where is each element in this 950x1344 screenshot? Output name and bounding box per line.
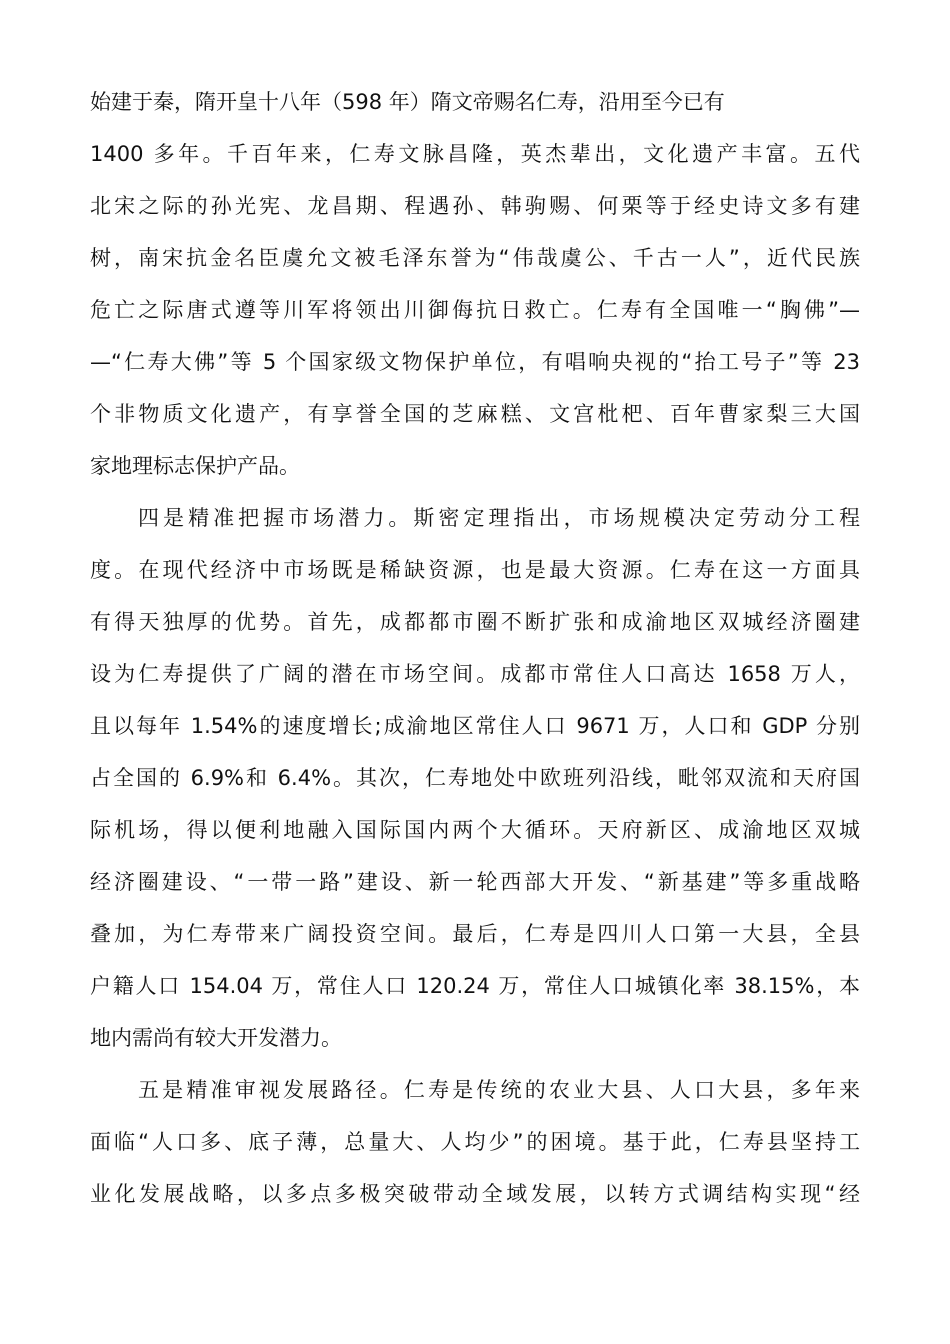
paragraph-market-potential — [90, 492, 860, 1064]
text-line: 经济圈建设、“一带一路”建设、新一轮西部大开发、“新基建”等多重战略 — [90, 870, 860, 894]
text-line: 四是精准把握市场潜力。斯密定理指出，市场规模决定劳动分工程 — [138, 506, 860, 530]
text-line: 家地理标志保护产品。 — [90, 454, 300, 478]
text-line: 始建于秦，隋开皇十八年（598 年）隋文帝赐名仁寿，沿用至今已有 — [90, 90, 725, 114]
text-line: 叠加，为仁寿带来广阔投资空间。最后，仁寿是四川人口第一大县，全县 — [90, 922, 860, 946]
text-line: 际机场，得以便利地融入国际国内两个大循环。天府新区、成渝地区双城 — [90, 818, 860, 842]
text-line: 占全国的 6.9%和 6.4%。其次，仁寿地处中欧班列沿线，毗邻双流和天府国 — [90, 766, 860, 790]
text-line: 地内需尚有较大开发潜力。 — [90, 1026, 342, 1050]
text-line: 设为仁寿提供了广阔的潜在市场空间。成都市常住人口高达 1658 万人， — [90, 662, 860, 686]
text-line: 五是精准审视发展路径。仁寿是传统的农业大县、人口大县，多年来 — [138, 1078, 860, 1102]
text-line: 度。在现代经济中市场既是稀缺资源，也是最大资源。仁寿在这一方面具 — [90, 558, 860, 582]
text-line: 树，南宋抗金名臣虞允文被毛泽东誉为“伟哉虞公、千古一人”，近代民族 — [90, 246, 860, 270]
text-line: 户籍人口 154.04 万，常住人口 120.24 万，常住人口城镇化率 38.15%，本 — [90, 974, 860, 998]
text-line: 危亡之际唐式遵等川军将领出川御侮抗日救亡。仁寿有全国唯一“胸佛”— — [90, 298, 860, 322]
paragraph-development-path — [90, 1064, 860, 1220]
text-line: 面临“人口多、底子薄，总量大、人均少”的困境。基于此，仁寿县坚持工 — [90, 1130, 860, 1154]
text-line: 个非物质文化遗产，有享誉全国的芝麻糕、文宫枇杷、百年曹家梨三大国 — [90, 402, 860, 426]
text-line: 业化发展战略，以多点多极突破带动全域发展，以转方式调结构实现“经 — [90, 1182, 860, 1206]
text-line: 1400 多年。千百年来，仁寿文脉昌隆，英杰辈出，文化遗产丰富。五代 — [90, 142, 860, 166]
text-line: 有得天独厚的优势。首先，成都都市圈不断扩张和成渝地区双城经济圈建 — [90, 610, 860, 634]
text-line: 北宋之际的孙光宪、龙昌期、程遇孙、韩驹赐、何栗等于经史诗文多有建 — [90, 194, 860, 218]
text-line: —“仁寿大佛”等 5 个国家级文物保护单位，有唱响央视的“抬工号子”等 23 — [90, 350, 860, 374]
document-page — [90, 76, 860, 1220]
paragraph-history — [90, 76, 860, 492]
text-line: 且以每年 1.54%的速度增长;成渝地区常住人口 9671 万，人口和 GDP 分别 — [90, 714, 860, 738]
